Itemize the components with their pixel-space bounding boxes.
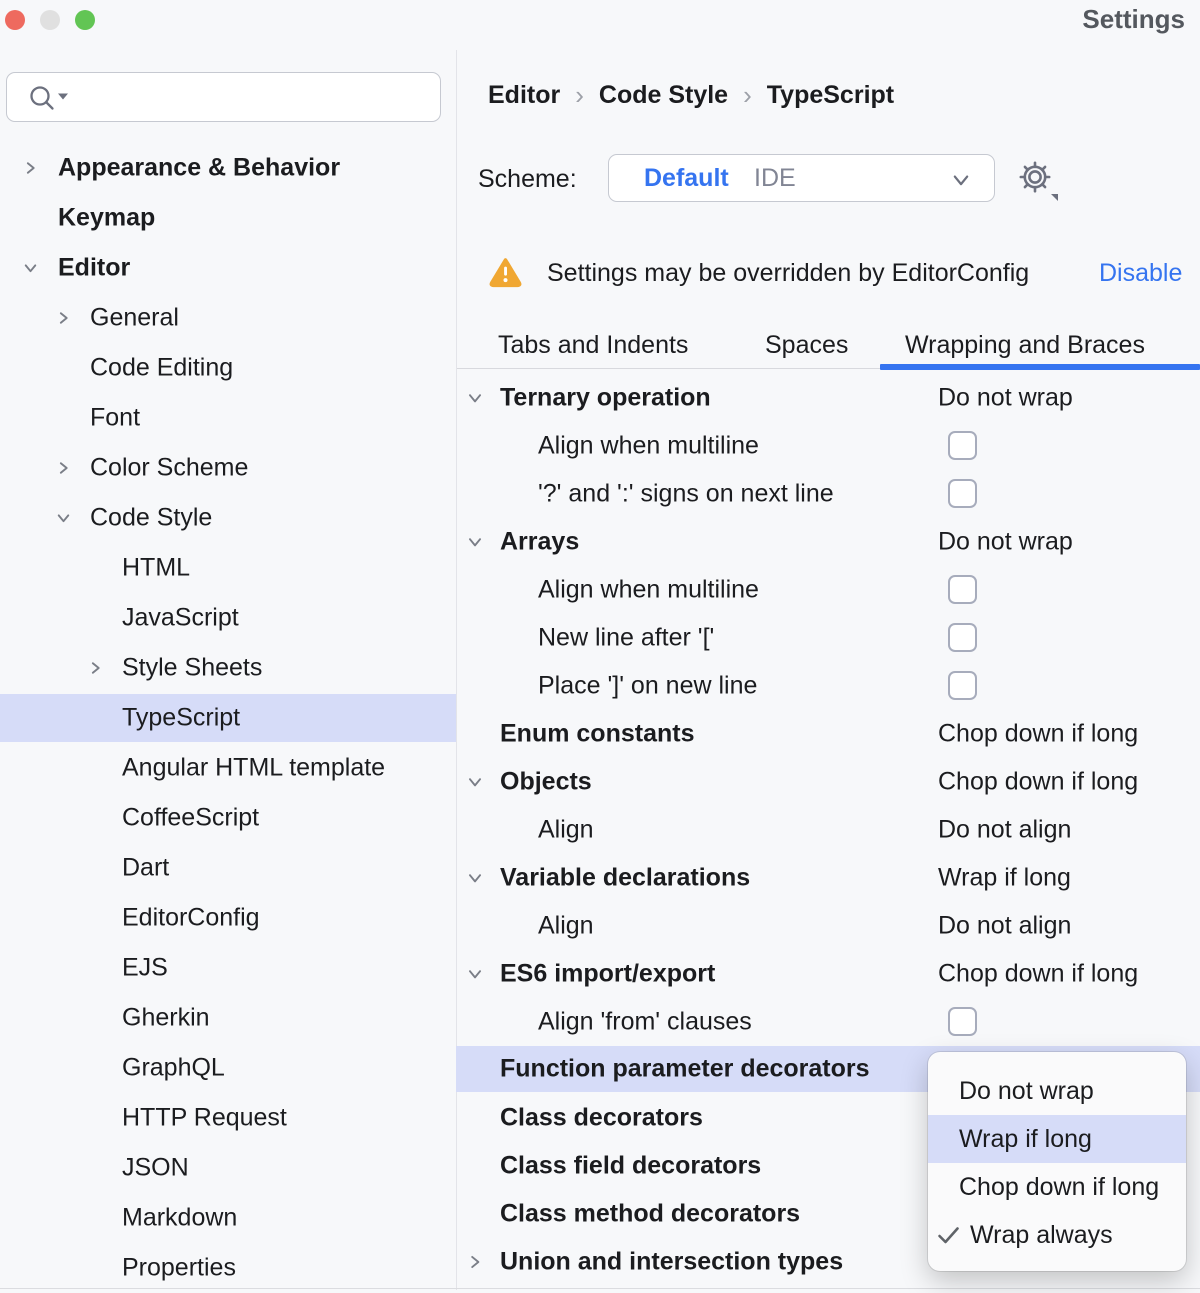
- chevron-down-icon[interactable]: [466, 965, 484, 983]
- setting-label: Enum constants: [500, 719, 695, 748]
- setting-row-objects[interactable]: [456, 758, 1200, 806]
- chevron-down-icon: [950, 169, 972, 191]
- sidebar-item-gherkin[interactable]: [0, 993, 456, 1043]
- window-bottom-edge: [0, 1288, 1200, 1289]
- sidebar-item-label: Markdown: [122, 1203, 238, 1232]
- window-title: Settings: [1082, 4, 1185, 34]
- checkbox[interactable]: [948, 623, 977, 652]
- chevron-down-icon[interactable]: [55, 510, 72, 527]
- setting-label: Arrays: [500, 527, 580, 556]
- sidebar-item-appearance-behavior[interactable]: [0, 143, 456, 193]
- setting-row-signs-on-next-line[interactable]: [456, 470, 1200, 518]
- sidebar-item-angular-html-template[interactable]: [0, 743, 456, 793]
- sidebar-item-html[interactable]: [0, 543, 456, 593]
- sidebar-item-label: Dart: [122, 853, 170, 882]
- chevron-right-icon[interactable]: [87, 660, 104, 677]
- search-icon: [27, 82, 75, 116]
- setting-label: '?' and ':' signs on next line: [538, 479, 834, 508]
- chevron-down-icon[interactable]: [466, 773, 484, 791]
- sidebar-item-properties[interactable]: [0, 1243, 456, 1293]
- setting-label: Class method decorators: [500, 1199, 801, 1228]
- setting-value-dropdown[interactable]: Do not wrap: [938, 383, 1073, 412]
- sidebar-item-json[interactable]: [0, 1143, 456, 1193]
- minimize-button[interactable]: [40, 10, 60, 30]
- sidebar-item-editor[interactable]: [0, 243, 456, 293]
- setting-value-dropdown[interactable]: Chop down if long: [938, 767, 1139, 796]
- sidebar-item-editorconfig[interactable]: [0, 893, 456, 943]
- sidebar-item-label: Keymap: [58, 203, 156, 232]
- setting-value-dropdown[interactable]: Do not wrap: [938, 527, 1073, 556]
- sidebar-item-label: Style Sheets: [122, 653, 263, 682]
- tab-wrapping-and-braces[interactable]: Wrapping and Braces: [905, 331, 1145, 359]
- sidebar-item-label: JSON: [122, 1153, 189, 1182]
- setting-row-variable-declarations[interactable]: [456, 854, 1200, 902]
- popup-item-chop-down-if-long[interactable]: Chop down if long: [959, 1172, 1160, 1201]
- tab-spaces[interactable]: Spaces: [765, 331, 849, 359]
- checkbox[interactable]: [948, 479, 977, 508]
- chevron-down-icon[interactable]: [466, 533, 484, 551]
- sidebar-item-color-scheme[interactable]: [0, 443, 456, 493]
- chevron-right-icon[interactable]: [466, 1253, 484, 1271]
- sidebar-item-label: EJS: [122, 953, 168, 982]
- sidebar-item-code-style[interactable]: [0, 493, 456, 543]
- setting-label: Ternary operation: [500, 383, 711, 412]
- zoom-button[interactable]: [75, 10, 95, 30]
- active-tab-indicator: [880, 364, 1200, 370]
- sidebar-item-label: Code Style: [90, 503, 213, 532]
- close-button[interactable]: [5, 10, 25, 30]
- setting-label: Align: [538, 815, 594, 844]
- breadcrumb: [488, 80, 894, 111]
- sidebar-item-label: GraphQL: [122, 1053, 225, 1082]
- sidebar-item-label: CoffeeScript: [122, 803, 260, 832]
- setting-value-dropdown[interactable]: Wrap if long: [938, 863, 1071, 892]
- popup-item-label: Wrap always: [970, 1220, 1113, 1249]
- setting-label: Align when multiline: [538, 431, 759, 460]
- popup-item-do-not-wrap[interactable]: Do not wrap: [959, 1076, 1094, 1105]
- sidebar-item-general[interactable]: [0, 293, 456, 343]
- chevron-right-icon[interactable]: [55, 310, 72, 327]
- sidebar-item-label: Editor: [58, 253, 131, 282]
- sidebar-item-ejs[interactable]: [0, 943, 456, 993]
- sidebar-item-font[interactable]: [0, 393, 456, 443]
- setting-label: Place ']' on new line: [538, 671, 758, 700]
- scheme-value-secondary: IDE: [754, 164, 796, 192]
- setting-row-new-line-after-bracket[interactable]: [456, 614, 1200, 662]
- checkbox[interactable]: [948, 671, 977, 700]
- search-input[interactable]: [71, 77, 435, 119]
- sidebar-item-javascript[interactable]: [0, 593, 456, 643]
- scheme-value-primary: Default: [644, 164, 729, 192]
- setting-row-enum-constants[interactable]: [456, 710, 1200, 758]
- popup-item-wrap-always[interactable]: [928, 1211, 1186, 1259]
- setting-label: Class field decorators: [500, 1151, 762, 1180]
- setting-row-align-from-clauses[interactable]: [456, 998, 1200, 1046]
- setting-row-align[interactable]: [456, 806, 1200, 854]
- sidebar-item-label: Font: [90, 403, 141, 432]
- sidebar-item-label: TypeScript: [122, 703, 241, 732]
- sidebar-item-label: EditorConfig: [122, 903, 260, 932]
- checkbox[interactable]: [948, 1007, 977, 1036]
- checkbox[interactable]: [948, 431, 977, 460]
- setting-value-dropdown[interactable]: Chop down if long: [938, 719, 1139, 748]
- sidebar-item-label: HTTP Request: [122, 1103, 287, 1132]
- warning-disable-link[interactable]: Disable: [1099, 259, 1183, 287]
- setting-label: Class decorators: [500, 1103, 703, 1132]
- setting-value-dropdown[interactable]: Do not align: [938, 815, 1072, 844]
- settings-search[interactable]: [6, 72, 441, 122]
- scheme-select[interactable]: [608, 154, 995, 202]
- sidebar-item-label: Angular HTML template: [122, 753, 386, 782]
- setting-row-align[interactable]: [456, 902, 1200, 950]
- setting-label: Align: [538, 911, 594, 940]
- setting-label: ES6 import/export: [500, 959, 716, 988]
- setting-value-dropdown[interactable]: Chop down if long: [938, 959, 1139, 988]
- setting-label: Align when multiline: [538, 575, 759, 604]
- setting-value-dropdown[interactable]: Do not align: [938, 911, 1072, 940]
- chevron-down-icon[interactable]: [466, 869, 484, 887]
- sidebar-item-typescript[interactable]: [0, 693, 456, 743]
- setting-label: Align 'from' clauses: [538, 1007, 752, 1036]
- chevron-right-icon[interactable]: [55, 460, 72, 477]
- setting-label: Union and intersection types: [500, 1247, 844, 1276]
- sidebar-item-label: JavaScript: [122, 603, 239, 632]
- sidebar-item-label: Appearance & Behavior: [58, 153, 341, 182]
- breadcrumb-code-style[interactable]: Code Style: [598, 81, 729, 109]
- checkmark-icon: [935, 1222, 962, 1249]
- sidebar-item-markdown[interactable]: [0, 1193, 456, 1243]
- setting-label: New line after '[': [538, 623, 715, 652]
- setting-row-align-when-multiline[interactable]: [456, 566, 1200, 614]
- tab-tabs-and-indents[interactable]: Tabs and Indents: [498, 331, 689, 359]
- gear-icon[interactable]: [1015, 158, 1059, 202]
- breadcrumb-editor[interactable]: Editor: [488, 81, 561, 109]
- breadcrumb-separator: ›: [575, 80, 584, 110]
- popup-item-wrap-if-long[interactable]: Wrap if long: [928, 1115, 1186, 1163]
- sidebar-item-label: General: [90, 303, 179, 332]
- setting-label: Variable declarations: [500, 863, 751, 892]
- sidebar-item-label: Properties: [122, 1253, 236, 1282]
- breadcrumb-typescript[interactable]: TypeScript: [766, 81, 895, 109]
- sidebar-item-http-request[interactable]: [0, 1093, 456, 1143]
- setting-row-arrays[interactable]: [456, 518, 1200, 566]
- warning-text: Settings may be overridden by EditorConfig: [547, 259, 1030, 287]
- chevron-right-icon[interactable]: [22, 160, 39, 177]
- chevron-down-icon[interactable]: [466, 389, 484, 407]
- setting-row-es6-import-export[interactable]: [456, 950, 1200, 998]
- sidebar-item-graphql[interactable]: [0, 1043, 456, 1093]
- setting-label: Objects: [500, 767, 592, 796]
- sidebar-item-dart[interactable]: [0, 843, 456, 893]
- sidebar-item-keymap[interactable]: [0, 193, 456, 243]
- breadcrumb-separator: ›: [743, 80, 752, 110]
- setting-row-align-when-multiline[interactable]: [456, 422, 1200, 470]
- chevron-down-icon[interactable]: [22, 260, 39, 277]
- sidebar-item-coffeescript[interactable]: [0, 793, 456, 843]
- checkbox[interactable]: [948, 575, 977, 604]
- sidebar-item-label: Color Scheme: [90, 453, 249, 482]
- scheme-label: Scheme:: [478, 165, 577, 193]
- sidebar-item-label: Code Editing: [90, 353, 234, 382]
- wrap-options-popup: [928, 1052, 1186, 1271]
- warning-icon: [489, 257, 522, 288]
- setting-row-ternary-operation[interactable]: [456, 374, 1200, 422]
- sidebar-item-style-sheets[interactable]: [0, 643, 456, 693]
- setting-row-place-bracket-on-new-line[interactable]: [456, 662, 1200, 710]
- setting-label: Function parameter decorators: [500, 1054, 870, 1083]
- sidebar-item-label: Gherkin: [122, 1003, 210, 1032]
- sidebar-item-code-editing[interactable]: [0, 343, 456, 393]
- sidebar-item-label: HTML: [122, 553, 191, 582]
